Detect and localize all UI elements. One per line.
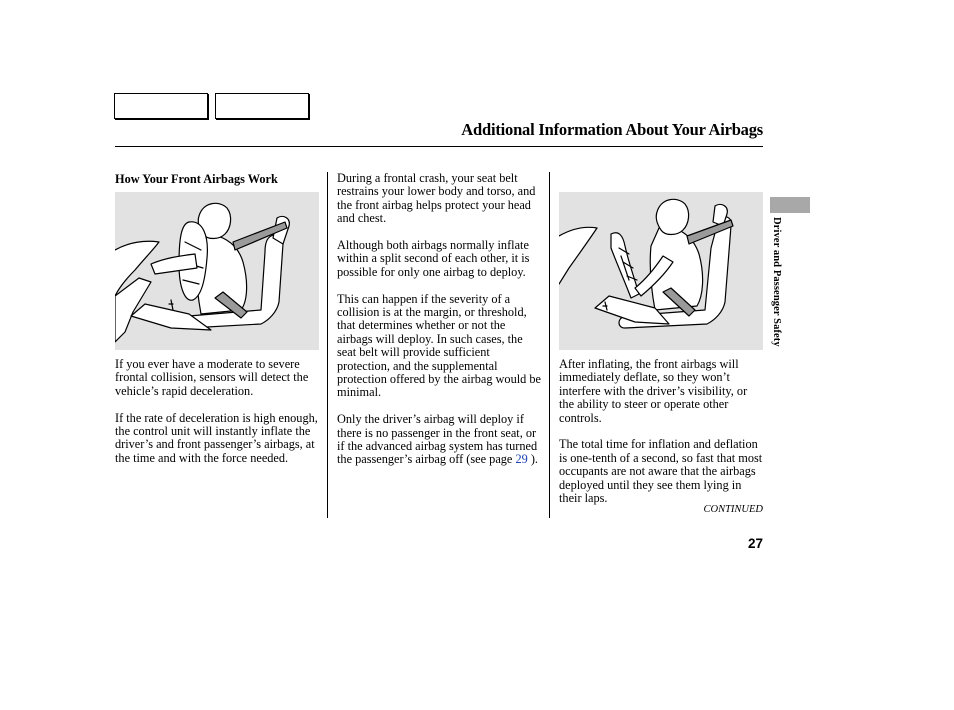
driver-airbag-illustration — [115, 192, 319, 350]
paragraph: If you ever have a moderate to severe frontal collision, sensors will detect the vehicle’s rapid deceleration. — [115, 357, 309, 398]
paragraph: This can happen if the severity of a collision is at the margin, or threshold, that determines whether or not the airbags will deploy. In such cases, the seat belt will provide sufficient protection, and the supplemental protection offered by the airbag would be minimal. — [337, 291, 541, 400]
side-tab-marker — [770, 197, 810, 213]
column-divider — [327, 172, 328, 518]
paragraph: The total time for inflation and deflation is one-tenth of a second, so fast that most occupants are not aware that the airbags deployed until they see them lying in their laps. — [559, 437, 763, 506]
paragraph: After inflating, the front airbags will immediately deflate, so they won’t interfere with the driver’s visibility, or the ability to steer or operate other controls. — [559, 357, 748, 425]
page-number: 27 — [747, 536, 763, 551]
paragraph-text: Only the driver’s airbag will deploy if there is no passenger in the front seat, or if the advanced airbag system has turned the passenger’s airbag off (see page — [337, 412, 538, 467]
page-reference-link[interactable]: 29 — [515, 452, 528, 467]
paragraph: If the rate of deceleration is high enough, the control unit will instantly inflate the driver’s and front passenger’s airbags, at the time and with the force needed. — [115, 410, 318, 465]
nav-button-1[interactable] — [114, 93, 208, 119]
paragraph: During a frontal crash, your seat belt restrains your lower body and torso, and the front airbag helps protect your head and chest. — [337, 171, 536, 226]
section-heading: How Your Front Airbags Work — [115, 172, 278, 186]
column-2-text — [337, 172, 541, 480]
column-3-text — [559, 358, 764, 519]
column-divider — [549, 172, 550, 518]
nav-button-2[interactable] — [215, 93, 309, 119]
column-1-text — [115, 358, 320, 479]
paragraph — [337, 413, 541, 467]
paragraph-text: ). — [527, 452, 539, 467]
side-tab-label: Driver and Passenger Safety — [771, 217, 782, 347]
page-title: Additional Information About Your Airbags — [461, 120, 763, 139]
continued-label: CONTINUED — [703, 504, 763, 515]
paragraph: Although both airbags normally inflate within a split second of each other, it is possible for only one airbag to deploy. — [337, 238, 530, 279]
airbag-deflated-illustration — [559, 192, 763, 350]
title-rule — [115, 146, 763, 147]
